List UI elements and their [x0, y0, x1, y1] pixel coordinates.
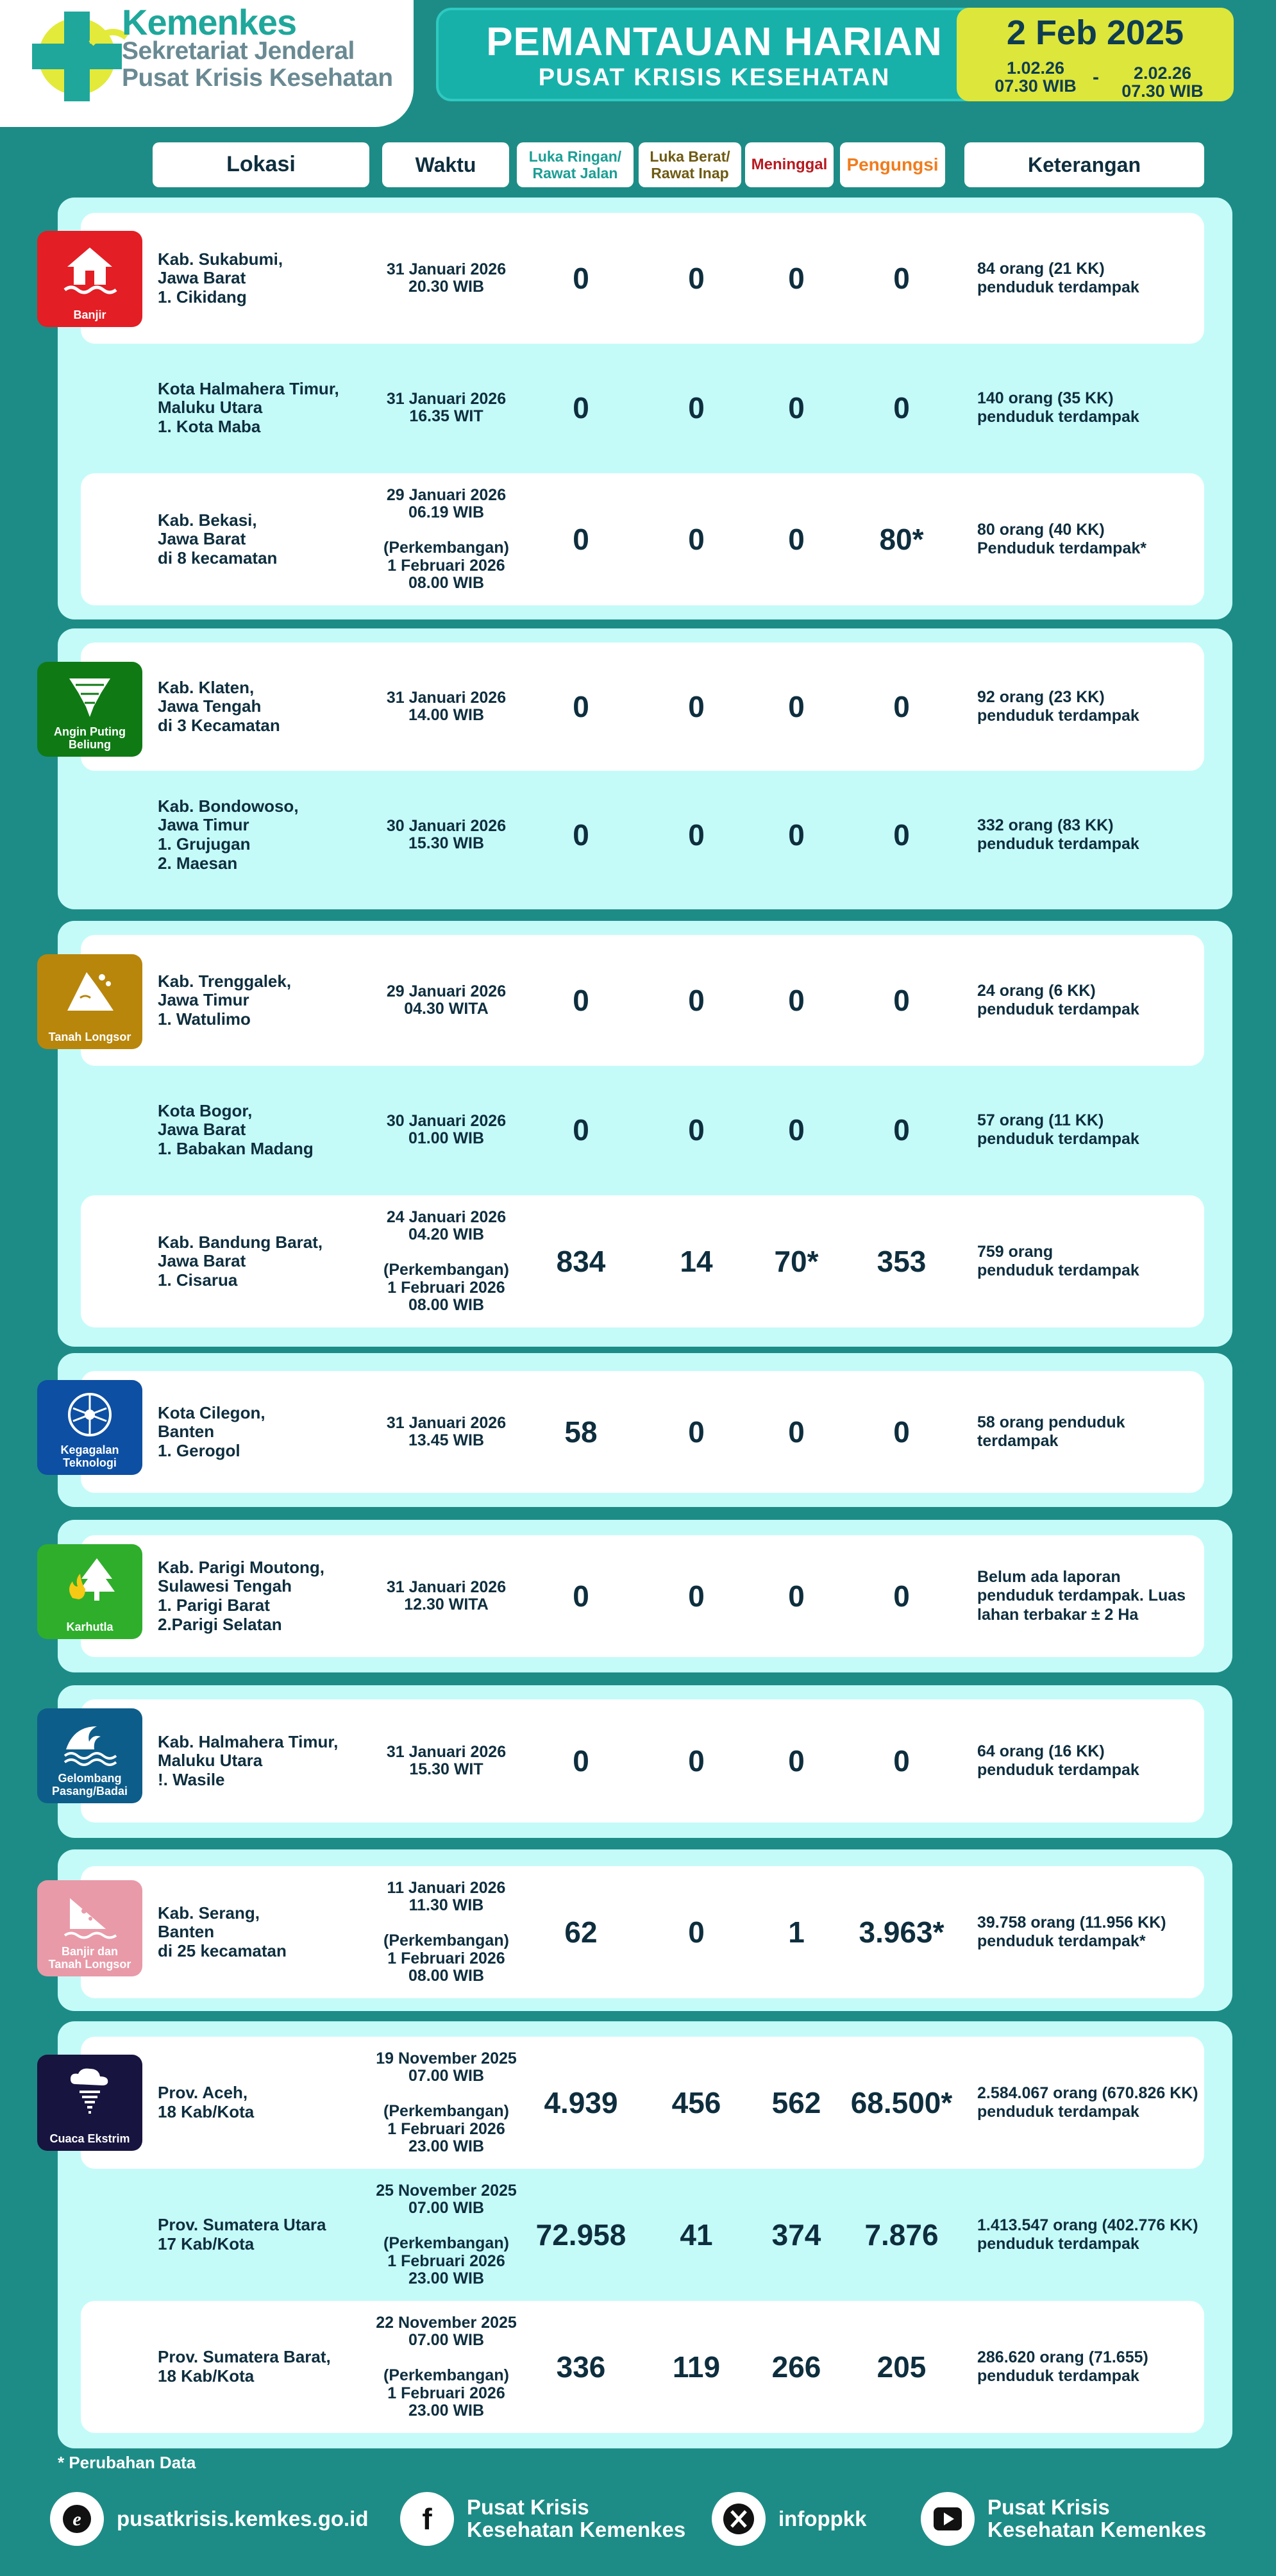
youtube-text: Pusat Krisis Kesehatan Kemenkes: [987, 2495, 1207, 2541]
flood-house-icon: [61, 240, 119, 298]
keterangan-cell: 92 orang (23 KK) penduduk terdampak: [977, 687, 1139, 725]
luka-ringan-value: 834: [556, 1245, 606, 1278]
column-header-meninggal: Meninggal: [745, 142, 834, 187]
website-text: pusatkrisis.kemkes.go.id: [117, 2506, 369, 2530]
luka-ringan-value: 0: [573, 391, 589, 425]
luka-ringan-value: 0: [573, 1744, 589, 1778]
luka-ringan-value: 0: [573, 984, 589, 1017]
category-badge-cuaca-ekstrim: [37, 2055, 142, 2151]
time-cell: 24 Januari 2026 04.20 WIB (Perkembangan) 1 Februari 2026 08.00 WIB: [383, 1208, 509, 1314]
meninggal-value: 266: [771, 2350, 821, 2384]
pengungsi-value: 205: [877, 2350, 927, 2384]
luka-ringan-value: 62: [564, 1915, 598, 1949]
luka-berat-value: 0: [688, 262, 705, 295]
time-cell: 22 November 2025 07.00 WIB (Perkembangan) 1 Februari 2026 23.00 WIB: [376, 2313, 517, 2420]
pengungsi-value: 0: [893, 1415, 910, 1449]
category-label: Cuaca Ekstrim: [49, 2132, 130, 2146]
keterangan-cell: 64 orang (16 KK) penduduk terdampak: [977, 1742, 1139, 1779]
category-badge-banjir: [37, 231, 142, 327]
technology-failure-icon: [64, 1389, 115, 1440]
pengungsi-value: 353: [877, 1245, 927, 1278]
location-cell: Kota Halmahera Timur, Maluku Utara 1. Kota Maba: [158, 378, 339, 436]
luka-berat-value: 0: [688, 1113, 705, 1147]
group-banjir-tanah-longsor: [58, 1849, 1232, 2011]
location-cell: Kota Bogor, Jawa Barat 1. Babakan Madang: [158, 1100, 314, 1158]
luka-berat-value: 0: [688, 1415, 705, 1449]
page-subtitle: PUSAT KRISIS KESEHATAN: [538, 64, 891, 91]
group-tanah-longsor: [58, 921, 1232, 1347]
keterangan-cell: 80 orang (40 KK) Penduduk terdampak*: [977, 520, 1146, 557]
date-box: [957, 8, 1234, 101]
logo-subtitle-1: Sekretariat Jenderal: [122, 37, 355, 65]
pengungsi-value: 0: [893, 818, 910, 852]
report-date: 2 Feb 2025: [1006, 13, 1184, 52]
luka-berat-value: 0: [688, 984, 705, 1017]
luka-ringan-value: 0: [573, 690, 589, 723]
luka-berat-value: 0: [688, 818, 705, 852]
luka-ringan-value: 72.958: [535, 2218, 626, 2252]
table-row: [81, 1371, 1204, 1493]
range-to: 2.02.26 07.30 WIB: [1121, 63, 1204, 101]
keterangan-cell: 2.584.067 orang (670.826 KK) penduduk terdampak: [977, 2084, 1198, 2121]
meninggal-value: 0: [788, 818, 805, 852]
time-cell: 25 November 2025 07.00 WIB (Perkembangan) 1 Februari 2026 23.00 WIB: [376, 2181, 517, 2287]
footnote: * Perubahan Data: [58, 2453, 196, 2472]
meninggal-value: 0: [788, 391, 805, 425]
pengungsi-value: 0: [893, 1579, 910, 1613]
luka-ringan-value: 0: [573, 1113, 589, 1147]
keterangan-cell: 286.620 orang (71.655) penduduk terdampak: [977, 2348, 1148, 2385]
location-cell: Prov. Sumatera Barat, 18 Kab/Kota: [158, 2347, 331, 2386]
meninggal-value: 0: [788, 1415, 805, 1449]
table-row: [81, 473, 1204, 605]
location-cell: Kab. Bandung Barat, Jawa Barat 1. Cisarua: [158, 1232, 323, 1290]
category-label: Gelombang Pasang/Badai: [51, 1772, 128, 1798]
column-header-luka-berat: Luka Berat/ Rawat Inap: [639, 142, 741, 187]
youtube-link[interactable]: [921, 2488, 1206, 2550]
table-row: [81, 643, 1204, 771]
logo-subtitle-2: Pusat Krisis Kesehatan: [122, 64, 393, 92]
pengungsi-value: 0: [893, 391, 910, 425]
table-row: [81, 344, 1204, 472]
location-cell: Kab. Trenggalek, Jawa Timur 1. Watulimo: [158, 971, 292, 1029]
group-kegagalan-teknologi: [58, 1353, 1232, 1507]
time-cell: 19 November 2025 07.00 WIB (Perkembangan) 1 Februari 2026 23.00 WIB: [376, 2049, 517, 2155]
category-label: Tanah Longsor: [48, 1031, 131, 1044]
luka-ringan-value: 0: [573, 818, 589, 852]
luka-berat-value: 119: [672, 2350, 721, 2384]
table-row: [81, 935, 1204, 1066]
location-cell: Kab. Serang, Banten di 25 kecamatan: [158, 1903, 287, 1960]
time-cell: 29 Januari 2026 06.19 WIB (Perkembangan) 1 Februari 2026 08.00 WIB: [383, 485, 509, 592]
pengungsi-value: 0: [893, 690, 910, 723]
x-icon: [712, 2492, 766, 2546]
svg-text:f: f: [422, 2502, 432, 2536]
meninggal-value: 0: [788, 262, 805, 295]
range-separator: -: [1093, 67, 1099, 88]
keterangan-cell: 140 orang (35 KK) penduduk terdampak: [977, 389, 1139, 426]
location-cell: Kab. Sukabumi, Jawa Barat 1. Cikidang: [158, 249, 283, 307]
facebook-link[interactable]: [400, 2488, 685, 2550]
category-label: Karhutla: [66, 1621, 113, 1634]
table-row: [81, 771, 1204, 899]
category-badge-banjir-tanah-longsor: [37, 1880, 142, 1976]
luka-berat-value: 0: [688, 1579, 705, 1613]
meninggal-value: 0: [788, 984, 805, 1017]
luka-ringan-value: 58: [564, 1415, 598, 1449]
location-cell: Kab. Klaten, Jawa Tengah di 3 Kecamatan: [158, 677, 280, 735]
location-cell: Kab. Parigi Moutong, Sulawesi Tengah 1. Parigi Barat 2.Parigi Selatan: [158, 1557, 324, 1634]
keterangan-cell: 84 orang (21 KK) penduduk terdampak: [977, 259, 1139, 296]
group-karhutla: [58, 1520, 1232, 1672]
keterangan-cell: 57 orang (11 KK) penduduk terdampak: [977, 1111, 1139, 1148]
category-label: Banjir dan Tanah Longsor: [48, 1945, 131, 1971]
meninggal-value: 0: [788, 1579, 805, 1613]
luka-ringan-value: 336: [556, 2350, 606, 2384]
pengungsi-value: 7.876: [864, 2218, 939, 2252]
kemenkes-logo-icon: [19, 5, 135, 108]
category-badge-angin-puting-beliung: [37, 662, 142, 757]
group-gelombang-pasang: [58, 1685, 1232, 1838]
keterangan-cell: 759 orang penduduk terdampak: [977, 1242, 1139, 1279]
luka-berat-value: 0: [688, 523, 705, 556]
wave-icon: [61, 1717, 119, 1769]
meninggal-value: 0: [788, 523, 805, 556]
group-cuaca-ekstrim: [58, 2021, 1232, 2448]
category-label: Kegagalan Teknologi: [60, 1444, 119, 1470]
column-header-keterangan: Keterangan: [964, 142, 1204, 187]
group-angin-puting-beliung: [58, 628, 1232, 909]
time-cell: 31 Januari 2026 16.35 WIT: [386, 389, 507, 425]
website-link[interactable]: [50, 2488, 369, 2550]
meninggal-value: 0: [788, 1744, 805, 1778]
table-row: [81, 1535, 1204, 1657]
category-badge-kegagalan-teknologi: [37, 1380, 142, 1475]
column-header-luka-ringan: Luka Ringan/ Rawat Jalan: [517, 142, 634, 187]
facebook-icon: [400, 2492, 454, 2546]
web-icon: [50, 2492, 104, 2546]
meninggal-value: 0: [788, 690, 805, 723]
time-cell: 11 Januari 2026 11.30 WIB (Perkembangan) 1 Februari 2026 08.00 WIB: [383, 1878, 509, 1985]
meninggal-value: 1: [788, 1915, 805, 1949]
svg-text:e: e: [72, 2509, 81, 2530]
category-badge-karhutla: [37, 1544, 142, 1639]
pengungsi-value: 0: [893, 1113, 910, 1147]
forest-fire-icon: [61, 1553, 119, 1604]
x-text: infoppkk: [778, 2506, 867, 2530]
time-cell: 30 Januari 2026 15.30 WIB: [386, 816, 507, 852]
table-row: [81, 1066, 1204, 1194]
luka-ringan-value: 0: [573, 262, 589, 295]
table-row: [81, 1866, 1204, 1998]
pengungsi-value: 0: [893, 984, 910, 1017]
flood-landslide-icon: [61, 1889, 119, 1940]
category-badge-tanah-longsor: [37, 954, 142, 1049]
time-cell: 31 Januari 2026 15.30 WIT: [386, 1742, 507, 1778]
time-cell: 31 Januari 2026 13.45 WIB: [386, 1413, 507, 1449]
column-header-pengungsi: Pengungsi: [840, 142, 945, 187]
time-cell: 29 Januari 2026 04.30 WITA: [386, 982, 507, 1018]
table-row: [81, 213, 1204, 344]
luka-berat-value: 0: [688, 690, 705, 723]
table-row: [81, 2037, 1204, 2169]
meninggal-value: 0: [788, 1113, 805, 1147]
pengungsi-value: 68.500*: [850, 2086, 953, 2119]
time-cell: 31 Januari 2026 12.30 WITA: [386, 1578, 507, 1613]
luka-ringan-value: 4.939: [544, 2086, 618, 2119]
landslide-icon: [61, 963, 119, 1014]
tornado-icon: [64, 671, 115, 722]
luka-berat-value: 14: [680, 1245, 713, 1278]
youtube-icon: [921, 2492, 975, 2546]
keterangan-cell: 332 orang (83 KK) penduduk terdampak: [977, 816, 1139, 853]
column-header-lokasi: Lokasi: [153, 142, 369, 187]
range-from: 1.02.26 07.30 WIB: [995, 58, 1077, 96]
keterangan-cell: 1.413.547 orang (402.776 KK) penduduk terdampak: [977, 2216, 1198, 2253]
meninggal-value: 70*: [774, 1245, 819, 1278]
pengungsi-value: 0: [893, 262, 910, 295]
pengungsi-value: 0: [893, 1744, 910, 1778]
keterangan-cell: Belum ada laporan penduduk terdampak. Luas lahan terbakar ± 2 Ha: [977, 1567, 1186, 1624]
group-banjir: [58, 198, 1232, 619]
pengungsi-value: 3.963*: [859, 1915, 944, 1949]
location-cell: Prov. Aceh, 18 Kab/Kota: [158, 2083, 255, 2121]
page-title: PEMANTAUAN HARIAN: [486, 20, 943, 64]
logo-title: Kemenkes: [122, 2, 297, 42]
facebook-text: Pusat Krisis Kesehatan Kemenkes: [467, 2495, 686, 2541]
luka-berat-value: 0: [688, 1744, 705, 1778]
luka-berat-value: 0: [688, 391, 705, 425]
luka-ringan-value: 0: [573, 523, 589, 556]
table-row: [81, 1699, 1204, 1823]
luka-berat-value: 0: [688, 1915, 705, 1949]
x-link[interactable]: [712, 2488, 867, 2550]
location-cell: Kota Cilegon, Banten 1. Gerogol: [158, 1402, 265, 1460]
category-label: Angin Puting Beliung: [54, 725, 126, 752]
extreme-weather-icon: [64, 2064, 115, 2117]
time-cell: 31 Januari 2026 14.00 WIB: [386, 688, 507, 724]
table-row: [81, 1195, 1204, 1327]
location-cell: Kab. Bekasi, Jawa Barat di 8 kecamatan: [158, 510, 278, 568]
luka-berat-value: 41: [680, 2218, 713, 2252]
luka-berat-value: 456: [671, 2086, 721, 2119]
pengungsi-value: 80*: [879, 523, 924, 556]
category-label: Banjir: [73, 308, 106, 322]
keterangan-cell: 24 orang (6 KK) penduduk terdampak: [977, 981, 1139, 1018]
table-row: [81, 2169, 1204, 2301]
time-cell: 30 Januari 2026 01.00 WIB: [386, 1111, 507, 1147]
time-cell: 31 Januari 2026 20.30 WIB: [386, 260, 507, 296]
header-banner: [436, 8, 1231, 101]
meninggal-value: 562: [771, 2086, 821, 2119]
location-cell: Kab. Halmahera Timur, Maluku Utara !. Wasile: [158, 1731, 339, 1789]
luka-ringan-value: 0: [573, 1579, 589, 1613]
category-badge-gelombang-pasang: [37, 1708, 142, 1803]
table-row: [81, 2301, 1204, 2433]
meninggal-value: 374: [771, 2218, 821, 2252]
keterangan-cell: 58 orang penduduk terdampak: [977, 1413, 1125, 1450]
logo-card: [0, 0, 414, 127]
column-header-waktu: Waktu: [382, 142, 509, 187]
location-cell: Kab. Bondowoso, Jawa Timur 1. Grujugan 2. Maesan: [158, 796, 299, 873]
keterangan-cell: 39.758 orang (11.956 KK) penduduk terdampak*: [977, 1913, 1166, 1950]
location-cell: Prov. Sumatera Utara 17 Kab/Kota: [158, 2215, 326, 2253]
